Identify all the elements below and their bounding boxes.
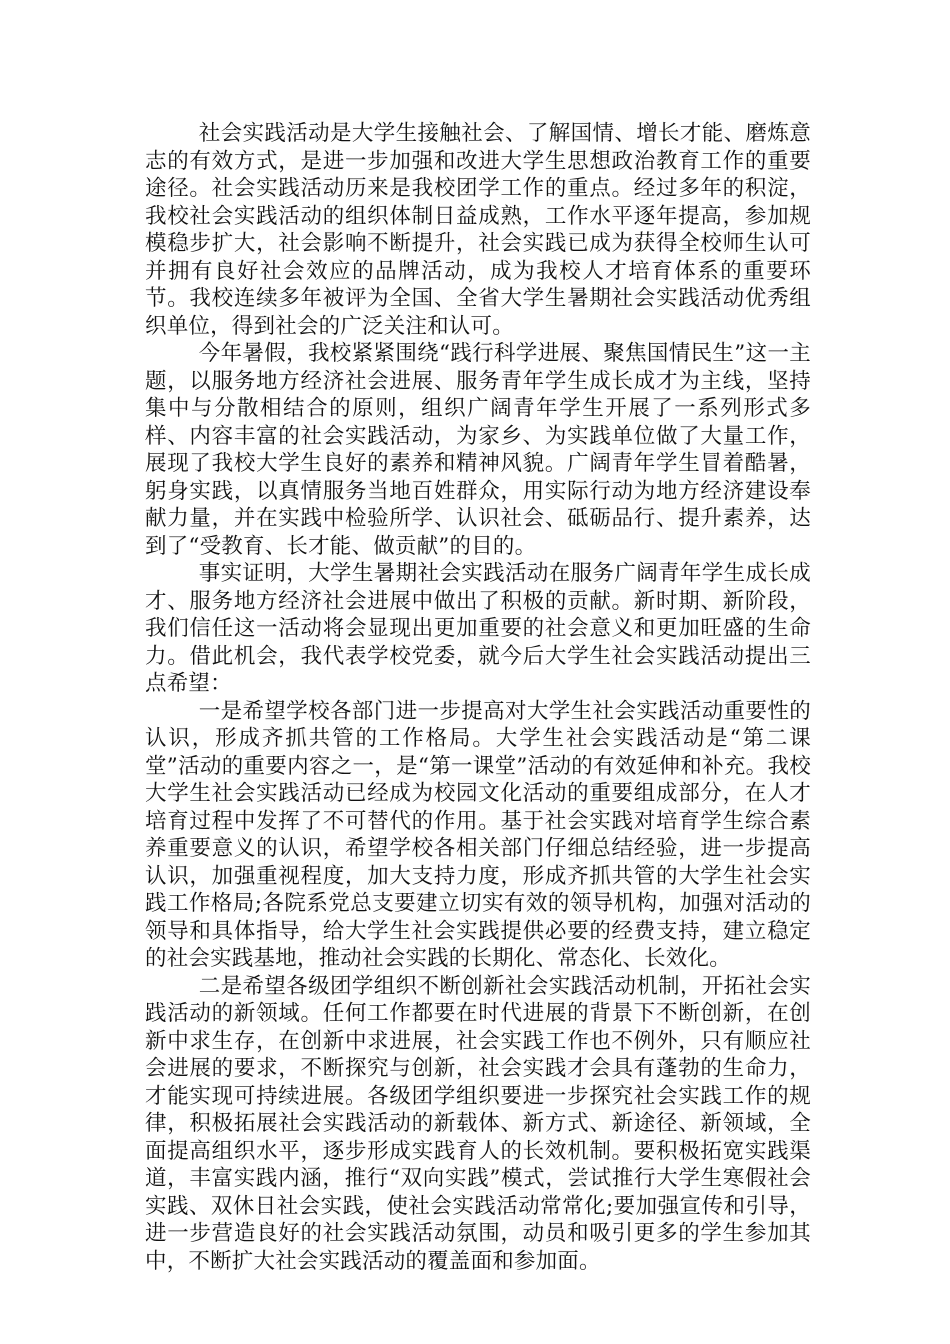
paragraph-hope-two: 二是希望各级团学组织不断创新社会实践活动机制，开拓社会实践活动的新领域。任何工作都要在时代进展的背景下不断创新，在创新中求生存，在创新中求进展，社会实践工作也不例外，只有顺应社会进展的要求，不断探究与创新，社会实践才会具有蓬勃的生命力，才能实现可持续进展。各级团学组织要进一步探究社会实践工作的规律，积极拓展社会实践活动的新载体、新方式、新途径、新领域，全面提高组织水平，逐步形成实践育人的长效机制。要积极拓宽实践渠道，丰富实践内涵，推行“双向实践”模式，尝试推行大学生寒假社会实践、双休日社会实践，使社会实践活动常常化;要加强宣传和引导，进一步营造良好的社会实践活动氛围，动员和吸引更多的学生参加其中，不断扩大社会实践活动的覆盖面和参加面。	[145, 973, 811, 1274]
paragraph-summer-activities: 今年暑假，我校紧紧围绕“践行科学进展、聚焦国情民生”这一主题，以服务地方经济社会进展、服务青年学生成长成才为主线，坚持集中与分散相结合的原则，组织广阔青年学生开展了一系列形式多样、内容丰富的社会实践活动，为家乡、为实践单位做了大量工作，展现了我校大学生良好的素养和精神风貌。广阔青年学生冒着酷暑，躬身实践，以真情服务当地百姓群众，用实际行动为地方经济建设奉献力量，并在实践中检验所学、认识社会、砥砺品行、提升素养，达到了“受教育、长才能、做贡献”的目的。	[145, 341, 811, 559]
paragraph-hope-one: 一是希望学校各部门进一步提高对大学生社会实践活动重要性的认识，形成齐抓共管的工作格局。大学生社会实践活动是“第二课堂”活动的重要内容之一，是“第一课堂”活动的有效延伸和补充。我校大学生社会实践活动已经成为校园文化活动的重要组成部分，在人才培育过程中发挥了不可替代的作用。基于社会实践对培育学生综合素养重要意义的认识，希望学校各相关部门仔细总结经验，进一步提高认识，加强重视程度，加大支持力度，形成齐抓共管的大学生社会实践工作格局;各院系党总支要建立切实有效的领导机构，加强对活动的领导和具体指导，给大学生社会实践提供必要的经费支持，建立稳定的社会实践基地，推动社会实践的长期化、常态化、长效化。	[145, 698, 811, 971]
paragraph-intro: 社会实践活动是大学生接触社会、了解国情、增长才能、磨炼意志的有效方式，是进一步加强和改进大学生思想政治教育工作的重要途径。社会实践活动历来是我校团学工作的重点。经过多年的积淀，我校社会实践活动的组织体制日益成熟，工作水平逐年提高，参加规模稳步扩大，社会影响不断提升，社会实践已成为获得全校师生认可并拥有良好社会效应的品牌活动，成为我校人才培育体系的重要环节。我校连续多年被评为全国、全省大学生暑期社会实践活动优秀组织单位，得到社会的广泛关注和认可。	[145, 121, 811, 339]
document-body	[145, 120, 811, 1275]
paragraph-conclusion-hopes: 事实证明，大学生暑期社会实践活动在服务广阔青年学生成长成才、服务地方经济社会进展中做出了积极的贡献。新时期、新阶段，我们信任这一活动将会显现出更加重要的社会意义和更加旺盛的生命力。借此机会，我代表学校党委，就今后大学生社会实践活动提出三点希望：	[145, 561, 811, 696]
